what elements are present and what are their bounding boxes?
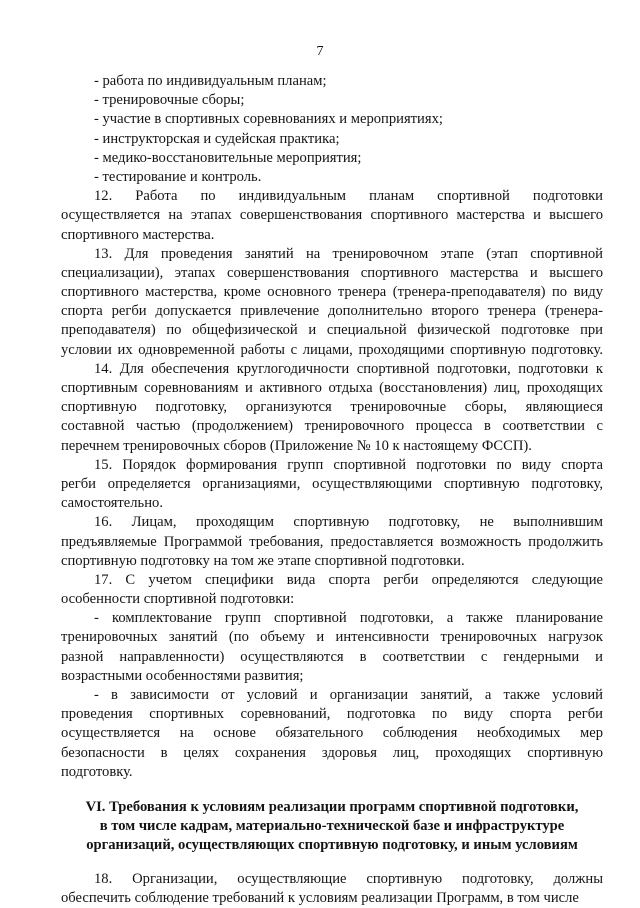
paragraph-line: условии их одновременной работы с лицами, проходящими спортивную подготовку. (61, 341, 603, 358)
paragraph-line: регби определяется организациями, осуществляющими спортивную подготовку, (61, 475, 603, 492)
section-heading (61, 798, 603, 856)
page-number: 7 (316, 44, 324, 59)
list-item: - работа по индивидуальным планам; (94, 73, 327, 89)
list-item: - тестирование и контроль. (94, 168, 262, 185)
paragraph-line: спортивного мастерства, кроме основного тренера (тренера-преподавателя) по виду (61, 284, 603, 301)
paragraph-15 (61, 456, 603, 514)
paragraph-line: составной частью (продолжением) тренировочного процесса в соответствии с (61, 418, 603, 435)
paragraph-line: 14. Для обеспечения круглогодичности спортивной подготовки, подготовки к (94, 360, 603, 377)
paragraph-line: 15. Порядок формирования групп спортивной подготовки по виду спорта (94, 456, 603, 473)
paragraph-line: особенности спортивной подготовки: (61, 591, 295, 608)
paragraph-13 (61, 245, 603, 360)
paragraph-line: специализации), этапах совершенствования спортивного мастерства и высшего (61, 264, 603, 281)
paragraph-line: 18. Организации, осуществляющие спортивную подготовку, должны (94, 870, 603, 887)
paragraph-line: осуществляется на основе обязательного соблюдения необходимых мер (61, 725, 603, 742)
list-item: - тренировочные сборы; (94, 92, 245, 109)
paragraph-17-item-b (61, 686, 603, 782)
paragraph-line: 16. Лицам, проходящим спортивную подготовку, не выполнившим (94, 514, 603, 531)
paragraph-line: осуществляется на этапах совершенствования спортивного мастерства и высшего (61, 207, 603, 224)
paragraph-line: 12. Работа по индивидуальным планам спортивной подготовки (94, 188, 603, 205)
training-forms-list (61, 72, 603, 187)
paragraph-line: разной направленности) осуществляются в соответствии с гендерными и (61, 648, 603, 665)
paragraph-line: спорта регби допускается привлечение дополнительно второго тренера (тренера- (61, 303, 603, 320)
paragraph-line: 13. Для проведения занятий на тренировочном этапе (этап спортивной (94, 245, 603, 262)
paragraph-line: возрастными особенностями развития; (61, 667, 304, 684)
paragraph-line: - в зависимости от условий и организации занятий, а также условий (94, 687, 603, 703)
paragraph-17-item-a (61, 609, 603, 686)
paragraph-line: обеспечить соблюдение требований к условиям реализации Программ, в том числе (61, 889, 579, 906)
paragraph-line: 17. С учетом специфики вида спорта регби определяются следующие (94, 571, 603, 588)
list-item: - участие в спортивных соревнованиях и мероприятиях; (94, 111, 443, 128)
paragraph-12 (61, 187, 603, 245)
heading-line: VI. Требования к условиям реализации программ спортивной подготовки, (85, 798, 579, 815)
paragraph-line: спортивного мастерства. (61, 226, 215, 243)
paragraph-line: перечнем тренировочных сборов (Приложение № 10 к настоящему ФССП). (61, 437, 532, 454)
document-body (61, 72, 603, 908)
list-item: - медико-восстановительные мероприятия; (94, 149, 362, 166)
paragraph-line: - комплектование групп спортивной подготовки, а также планирование (94, 610, 603, 627)
paragraph-line: спортивным соревнованиям и активного отдыха (восстановления) лиц, проходящих (61, 380, 603, 396)
paragraph-17 (61, 571, 603, 609)
paragraph-16 (61, 513, 603, 571)
paragraph-line: преподавателя) по общефизической и специальной физической подготовке при (61, 322, 603, 339)
paragraph-line: тренировочных занятий (по объему и интенсивности тренировочных нагрузок (61, 629, 603, 646)
heading-line: организаций, осуществляющих спортивную подготовку, и иным условиям (86, 837, 578, 854)
paragraph-line: спортивную подготовку, организуются тренировочные сборы, являющиеся (61, 399, 603, 416)
list-item: - инструкторская и судейская практика; (94, 130, 340, 147)
paragraph-line: проведения спортивных соревнований, подготовка по виду спорта регби (61, 706, 603, 723)
paragraph-line: спортивную подготовку на том же этапе спортивной подготовки. (61, 552, 465, 569)
paragraph-line: безопасности в целях сохранения здоровья лиц, проходящих спортивную (61, 744, 603, 761)
paragraph-line: подготовку. (61, 763, 133, 780)
paragraph-14 (61, 360, 603, 456)
paragraph-18 (61, 870, 603, 908)
paragraph-line: предъявляемые Программой требования, предоставляется возможность продолжить (61, 533, 603, 550)
paragraph-line: самостоятельно. (61, 495, 163, 512)
heading-line: в том числе кадрам, материально-технической базе и инфраструктуре (99, 818, 565, 835)
